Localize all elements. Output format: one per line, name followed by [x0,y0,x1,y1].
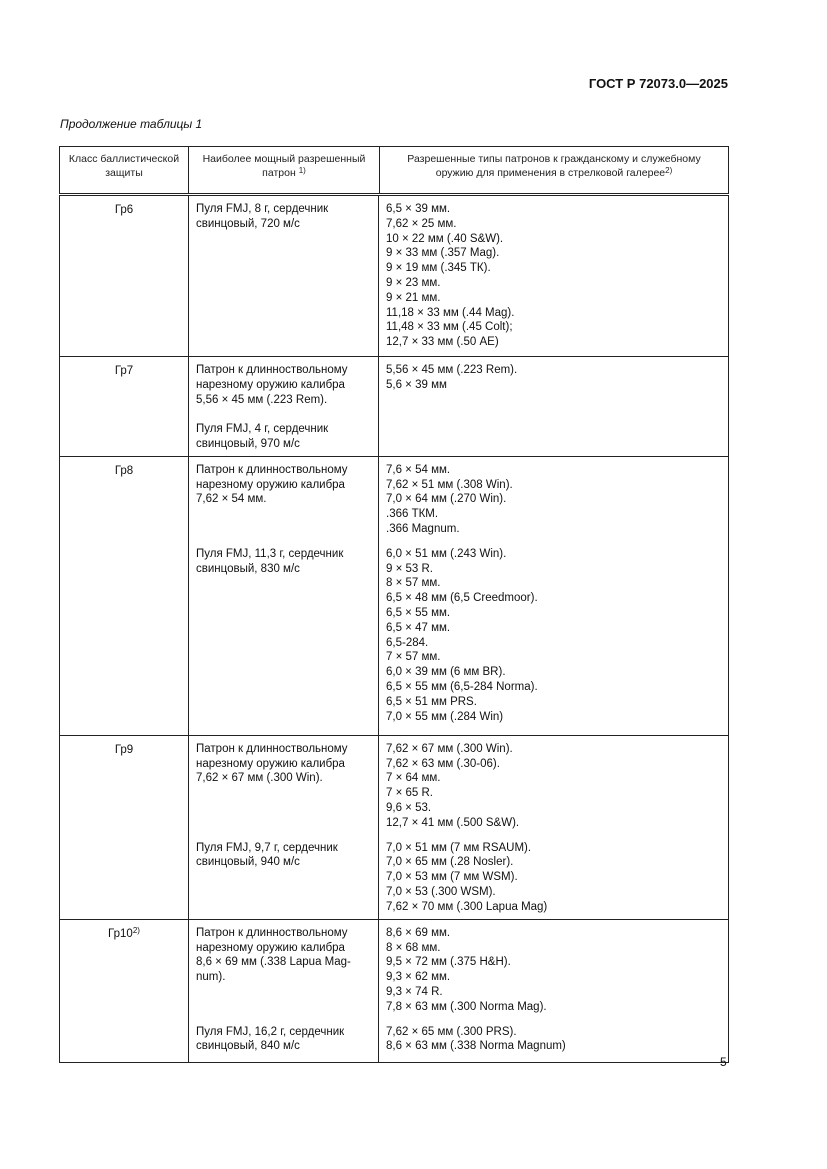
column-header-allowed-types [380,147,729,195]
cartridge-blocks-cell [189,456,729,735]
most-powerful-cartridge: Патрон к длинноствольному нарезному оружию калибра 5,56 × 45 мм (.223 Rem). Пуля FMJ, 4 г, сердечник свинцовый, 970 м/с [196,364,348,450]
allowed-cartridge-types: 5,56 × 45 мм (.223 Rem). 5,6 × 39 мм [378,357,728,456]
allowed-cartridge-types: 8,6 × 69 мм. 8 × 68 мм. 9,5 × 72 мм (.375 H&H). 9,3 × 62 мм. 9,3 × 74 R. 7,8 × 63 мм (.300 Norma Mag). [378,920,728,1019]
table-row [60,735,729,919]
cartridge-blocks-cell [189,919,729,1062]
table-row [60,456,729,735]
cartridge-block [189,196,728,356]
footnote-marker: 2) [132,925,140,935]
allowed-cartridge-types: 7,62 × 65 мм (.300 PRS). 8,6 × 63 мм (.338 Norma Magnum) [378,1019,728,1062]
protection-class: Гр8 [114,464,134,477]
cartridge-block [189,835,728,919]
most-powerful-cartridge: Пуля FMJ, 9,7 г, сердечник свинцовый, 940 м/с [196,841,338,869]
column-header-cartridge [189,147,380,195]
most-powerful-cartridge: Пуля FMJ, 8 г, сердечник свинцовый, 720 м/с [196,203,329,230]
most-powerful-cartridge: Патрон к длинноствольному нарезному оружию калибра 8,6 × 69 мм (.338 Lapua Mag- num). [196,926,351,984]
table-row [60,919,729,1062]
protection-class-cell [60,195,189,357]
cartridge-block [189,920,728,1019]
most-powerful-cartridge: Пуля FMJ, 16,2 г, сердечник свинцовый, 840 м/с [196,1025,345,1053]
table-row [60,195,729,357]
table-row [60,357,729,457]
footnote-marker: 2) [665,165,673,175]
column-header-label: Класс баллистической защиты [68,153,180,179]
protection-class: Гр9 [114,743,134,756]
cartridge-block [189,457,728,541]
protection-class-cell [60,919,189,1062]
column-header-label: Разрешенные типы патронов к гражданскому и служебному оружию для применения в стрелковой галерее [407,153,701,179]
cartridge-blocks-cell [189,735,729,919]
protection-class-cell [60,735,189,919]
protection-class: Гр7 [114,365,134,377]
document-code: ГОСТ Р 72073.0—2025 [588,76,728,91]
allowed-cartridge-types: 6,5 × 39 мм. 7,62 × 25 мм. 10 × 22 мм (.40 S&W). 9 × 33 мм (.357 Mag). 9 × 19 мм (.345 ТК). 9 × 23 мм. 9 × 21 мм. 11,18 × 33 мм (.44 Mag). 11,48 × 33 мм (.45 Colt); 12,7 × 33 мм (.50 AE) [378,196,728,356]
table-caption: Продолжение таблицы 1 [60,117,203,131]
protection-class-cell [60,357,189,457]
allowed-cartridge-types: 7,0 × 51 мм (7 мм RSAUM). 7,0 × 65 мм (.28 Nosler). 7,0 × 53 мм (7 мм WSM). 7,0 × 53 (.300 WSM). 7,62 × 70 мм (.300 Lapua Mag) [378,835,728,919]
cartridge-block [189,1019,728,1062]
cartridge-blocks-cell [189,195,729,357]
cartridge-table [59,146,729,1063]
most-powerful-cartridge: Патрон к длинноствольному нарезному оружию калибра 7,62 × 54 мм. [196,463,348,506]
allowed-cartridge-types: 7,62 × 67 мм (.300 Win). 7,62 × 63 мм (.30-06). 7 × 64 мм. 7 × 65 R. 9,6 × 53. 12,7 × 41 мм (.500 S&W). [378,736,728,835]
most-powerful-cartridge: Пуля FMJ, 11,3 г, сердечник свинцовый, 830 м/с [196,547,344,575]
page-number: 5 [720,1055,727,1069]
column-header-class [60,147,189,195]
column-header-label: Наиболее мощный разрешенный патрон [202,153,366,179]
protection-class: Гр6 [114,204,134,216]
cartridge-block [189,736,728,835]
protection-class: Гр10 [108,927,133,940]
footnote-marker: 1) [298,165,306,175]
table-header-row [60,147,729,195]
cartridge-block [189,541,728,735]
cartridge-block [189,357,728,456]
allowed-cartridge-types: 7,6 × 54 мм. 7,62 × 51 мм (.308 Win). 7,0 × 64 мм (.270 Win). .366 ТКМ. .366 Magnum. [378,457,728,541]
cartridge-blocks-cell [189,357,729,457]
protection-class-cell [60,456,189,735]
most-powerful-cartridge: Патрон к длинноствольному нарезному оружию калибра 7,62 × 67 мм (.300 Win). [196,742,348,785]
allowed-cartridge-types: 6,0 × 51 мм (.243 Win). 9 × 53 R. 8 × 57 мм. 6,5 × 48 мм (6,5 Creedmoor). 6,5 × 55 мм. 6,5 × 47 мм. 6,5-284. 7 × 57 мм. 6,0 × 39 мм (6 мм BR). 6,5 × 55 мм (6,5-284 Norma). 6,5 × 51 мм PRS. 7,0 × 55 мм (.284 Win) [378,541,728,735]
